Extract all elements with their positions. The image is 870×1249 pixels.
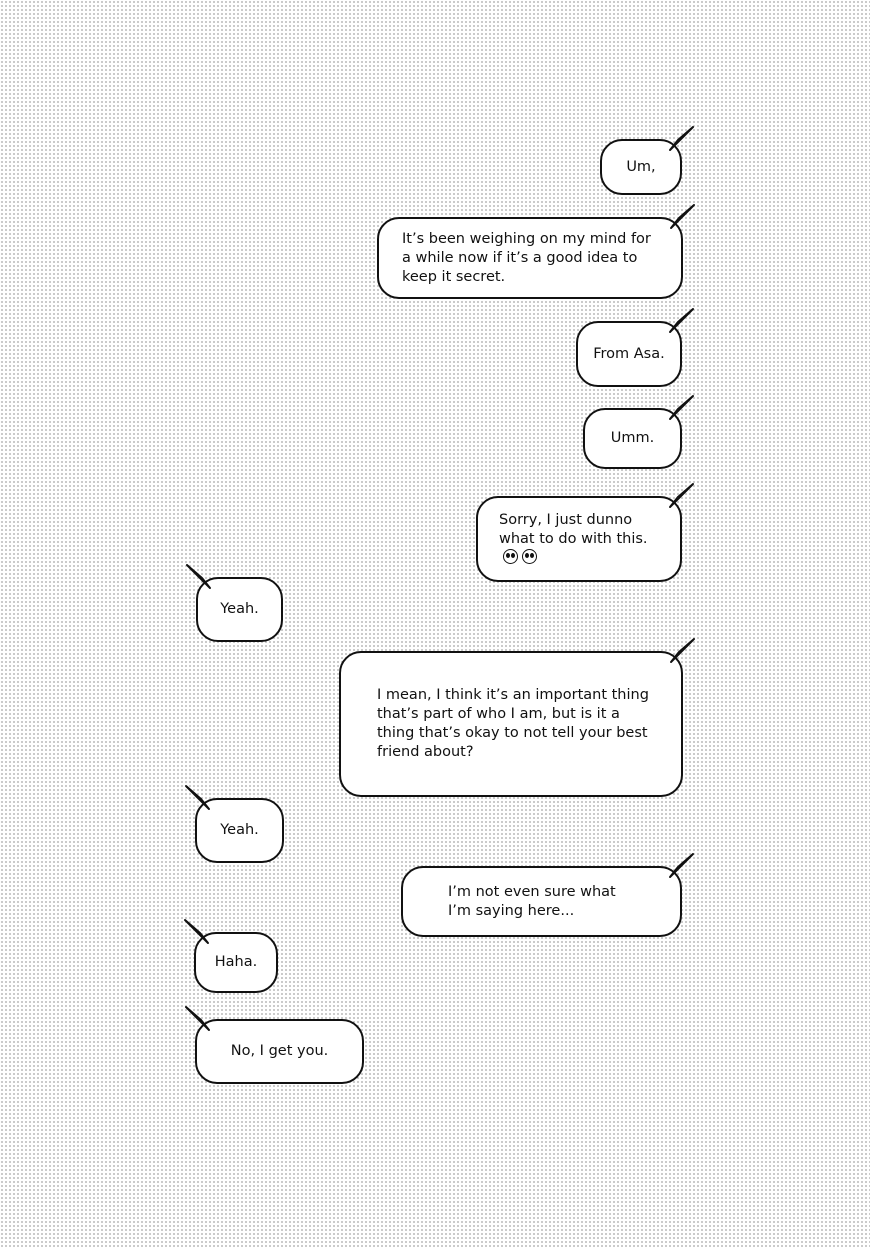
speech-bubble-tail bbox=[668, 126, 694, 152]
outgoing-message-bubble bbox=[600, 139, 682, 195]
message-text: Um, bbox=[626, 158, 656, 175]
outgoing-message-bubble bbox=[401, 866, 682, 937]
message-text: Haha. bbox=[214, 954, 258, 970]
incoming-message-bubble bbox=[196, 577, 283, 642]
speech-bubble-tail bbox=[669, 204, 695, 230]
eyes-emoji-icon bbox=[503, 549, 518, 564]
incoming-message-bubble bbox=[195, 1019, 364, 1084]
speech-bubble-tail bbox=[668, 853, 694, 879]
message-text: It’s been weighing on my mind for a while now if it’s a good idea to keep it secret. bbox=[402, 230, 651, 285]
speech-bubble-tail bbox=[186, 564, 212, 590]
incoming-message-bubble bbox=[194, 932, 278, 993]
message-text: Yeah. bbox=[220, 822, 259, 838]
incoming-message-bubble bbox=[195, 798, 284, 863]
outgoing-message-bubble bbox=[377, 217, 683, 299]
speech-bubble-tail bbox=[668, 308, 694, 334]
speech-bubble-tail bbox=[184, 919, 210, 945]
outgoing-message-bubble bbox=[583, 408, 682, 469]
speech-bubble-tail bbox=[185, 785, 211, 811]
message-text: No, I get you. bbox=[230, 1043, 329, 1059]
speech-bubble-tail bbox=[668, 483, 694, 509]
outgoing-message-bubble bbox=[339, 651, 683, 797]
outgoing-message-bubble bbox=[576, 321, 682, 387]
message-text: I’m not even sure what I’m saying here... bbox=[448, 883, 616, 919]
speech-bubble-tail bbox=[669, 638, 695, 664]
message-text: From Asa. bbox=[593, 345, 665, 362]
outgoing-message-bubble bbox=[476, 496, 682, 582]
message-text: Yeah. bbox=[220, 601, 259, 617]
speech-bubble-tail bbox=[185, 1006, 211, 1032]
message-text: I mean, I think it’s an important thing that’s part of who I am, but is it a thing that’s okay to not tell your best friend about? bbox=[377, 687, 649, 760]
eyes-emoji-icon bbox=[522, 549, 537, 564]
speech-bubble-tail bbox=[668, 395, 694, 421]
message-text: Umm. bbox=[610, 430, 655, 446]
message-text: Sorry, I just dunno what to do with this. bbox=[499, 511, 648, 547]
